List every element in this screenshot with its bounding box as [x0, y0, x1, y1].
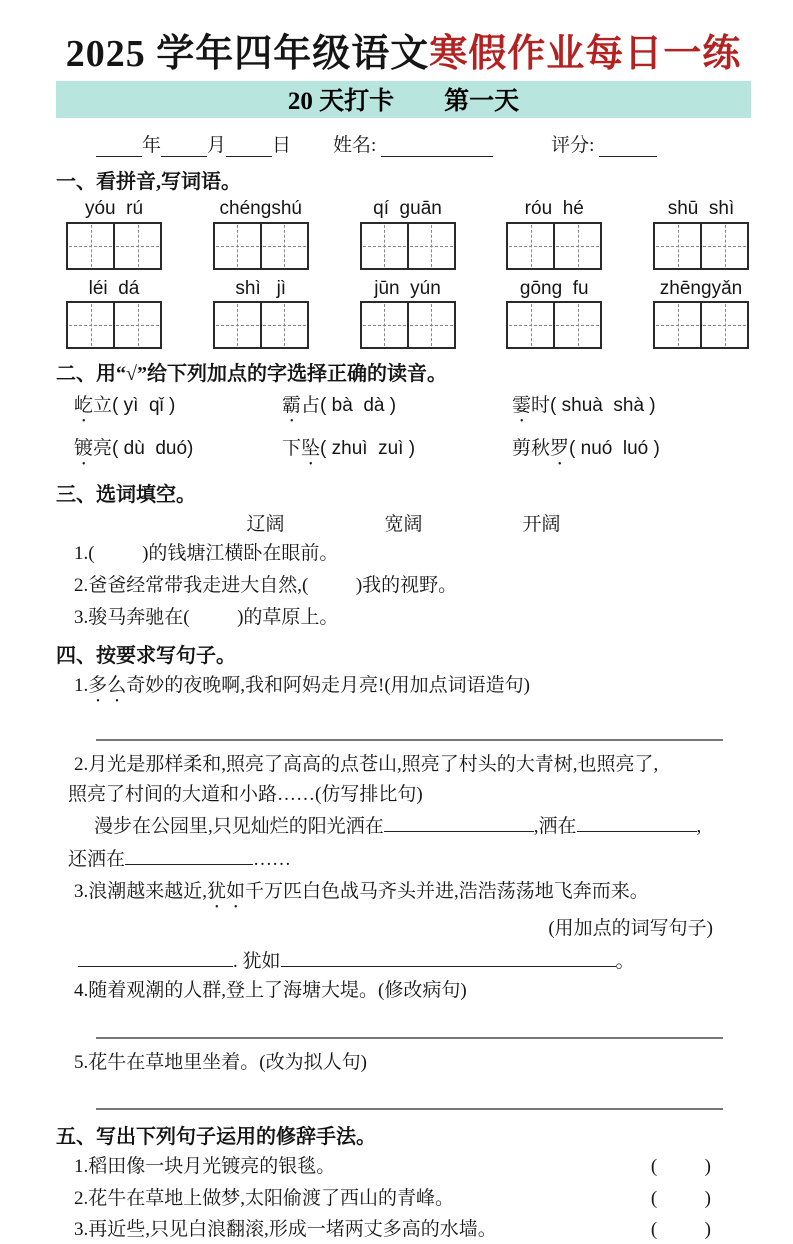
pinyin-label: chéngshú [219, 197, 302, 219]
grid-cell [215, 303, 260, 347]
grid-cell [215, 224, 260, 268]
banner-text: 20 天打卡 第一天 [287, 88, 520, 116]
rhetoric-item [74, 1186, 711, 1213]
section3-heading: 三、选词填空。 [56, 484, 196, 507]
month-blank [161, 136, 207, 157]
word-bank-item: 开阔 [522, 514, 561, 536]
rhetoric-item [74, 1154, 711, 1181]
answer-row [78, 946, 751, 973]
pinyin-group [653, 278, 749, 350]
writing-grid [66, 222, 162, 270]
score-label: 评分: [551, 134, 595, 156]
section1-heading: 一、看拼音,写词语。 [56, 170, 241, 193]
answer-parens: ( ) [650, 1219, 711, 1241]
fill-line-2 [68, 844, 751, 874]
dotted-char: 屹 [74, 395, 94, 417]
page-title [56, 34, 751, 76]
pinyin-group [66, 198, 162, 270]
sentence-item-5 [74, 1049, 751, 1077]
grid-cell [553, 303, 600, 347]
grid-cell [700, 224, 747, 268]
answer-blank [281, 946, 616, 967]
grid-cell [113, 303, 160, 347]
pinyin-options: ( dù duó) [112, 438, 194, 460]
grid-cell [407, 224, 454, 268]
answer-line [96, 1084, 723, 1110]
fill-item: 3.骏马奔驰在( )的草原上。 [74, 606, 339, 628]
grid-cell [362, 303, 407, 347]
pinyin-label: róu hé [524, 197, 584, 219]
pinyin-label: gōng fu [519, 277, 589, 299]
pinyin-options: ( nuó luó ) [569, 438, 660, 460]
pinyin-group [360, 198, 456, 270]
writing-grid [213, 301, 309, 349]
rhetoric-item [74, 1217, 711, 1244]
sentence-item-3 [74, 878, 751, 913]
grid-cell [407, 303, 454, 347]
grid-cell [553, 224, 600, 268]
pinyin-group [506, 198, 602, 270]
grid-cell [260, 303, 307, 347]
pinyin-label: shū shì [667, 197, 735, 219]
fill-item: 2.爸爸经常带我走进大自然,( )我的视野。 [74, 575, 458, 597]
answer-blank [78, 946, 233, 967]
item-text: 花牛在草地里坐着。(改为拟人句) [88, 1051, 367, 1073]
item-number: 4. [74, 980, 89, 1002]
title-red: 寒假作业每日一练 [429, 33, 742, 75]
answer-line [96, 1013, 723, 1039]
day-banner [56, 81, 751, 118]
item-text: 随着观潮的人群,登上了海塘大堤。(修改病句) [88, 980, 467, 1002]
pinyin-row-1 [66, 198, 749, 270]
grid-cell [68, 303, 113, 347]
pinyin-group [653, 198, 749, 270]
pronunciation-item [282, 433, 512, 470]
month-label: 月 [207, 134, 227, 156]
word-bank-item: 宽阔 [384, 514, 423, 536]
item-number: 5. [74, 1051, 89, 1073]
pronunciation-item [74, 390, 282, 427]
grid-cell [700, 303, 747, 347]
pronunciation-item [74, 433, 282, 470]
section5-heading: 五、写出下列句子运用的修辞手法。 [56, 1126, 376, 1149]
dotted-word: 犹如 [207, 881, 246, 903]
grid-cell [362, 224, 407, 268]
fill-text: 还洒在 [68, 848, 126, 870]
dotted-char: 霸 [282, 395, 302, 417]
writing-grid [506, 222, 602, 270]
fill-text: , [696, 816, 702, 838]
answer-line [96, 715, 723, 741]
fill-blank [577, 811, 697, 832]
grid-cell [260, 224, 307, 268]
grid-cell [68, 224, 113, 268]
item-text: 1.稻田像一块月光镀亮的银毯。 [74, 1156, 336, 1178]
day-label: 日 [272, 134, 292, 156]
writing-grid [66, 301, 162, 349]
sentence-item-4 [74, 977, 751, 1005]
title-black: 2025 学年四年级语文 [65, 33, 430, 75]
grid-cell [113, 224, 160, 268]
fill-blank [384, 811, 534, 832]
item-text: 奇妙的夜晚啊,我和阿妈走月亮!(用加点词语造句) [126, 675, 530, 697]
dotted-char: 镀 [74, 438, 94, 460]
grid-cell [655, 224, 700, 268]
pronunciation-item [282, 390, 512, 427]
fill-text: …… [253, 848, 292, 870]
pinyin-row-2 [66, 278, 749, 350]
dotted-char: 罗 [550, 438, 570, 460]
name-label: 姓名: [333, 134, 377, 156]
pinyin-group [213, 278, 309, 350]
pinyin-label: zhēngyǎn [659, 277, 743, 299]
year-label: 年 [142, 134, 162, 156]
word-bank-item: 辽阔 [246, 514, 285, 536]
item-post: 立 [93, 395, 113, 417]
pronunciation-grid [74, 390, 751, 470]
item-text: 浪潮越来越近, [88, 881, 208, 903]
pronunciation-item [512, 390, 751, 427]
item-text: 千万匹白色战马齐头并进,浩浩荡荡地飞奔而来。 [245, 881, 649, 903]
item-pre: 下 [282, 438, 302, 460]
grid-cell [508, 303, 553, 347]
item-post: 亮 [93, 438, 113, 460]
item-post: 时 [531, 395, 551, 417]
pinyin-options: ( bà dà ) [320, 395, 397, 417]
pinyin-options: ( zhuì zuì ) [320, 438, 416, 460]
fill-line-1 [94, 811, 751, 841]
answer-parens: ( ) [650, 1187, 711, 1209]
pinyin-group [506, 278, 602, 350]
fill-item: 1.( )的钱塘江横卧在眼前。 [74, 543, 339, 565]
dotted-char: 坠 [301, 438, 321, 460]
score-blank [599, 136, 657, 157]
item-text: 月光是那样柔和,照亮了高高的点苍山,照亮了村头的大青树,也照亮了, [88, 754, 659, 776]
section2-heading: 二、用“√”给下列加点的字选择正确的读音。 [56, 363, 447, 386]
answer-period: 。 [615, 951, 635, 973]
item-number: 2. [74, 754, 89, 776]
dotted-word: 多么 [88, 675, 127, 697]
pinyin-label: qí guān [373, 197, 442, 219]
answer-connector: . 犹如 [233, 951, 281, 973]
sentence-item-2 [74, 751, 751, 779]
pinyin-group [360, 278, 456, 350]
date-line [96, 130, 751, 157]
dotted-char: 霎 [512, 395, 532, 417]
item-number: 1. [74, 675, 89, 697]
writing-grid [213, 222, 309, 270]
writing-grid [360, 301, 456, 349]
writing-grid [653, 301, 749, 349]
fill-text: 漫步在公园里,只见灿烂的阳光洒在 [94, 816, 384, 838]
pinyin-options: ( shuà shà ) [550, 395, 656, 417]
pinyin-label: shì jì [235, 277, 287, 299]
pinyin-group [213, 198, 309, 270]
writing-grid [506, 301, 602, 349]
sentence-item-2-line2: 照亮了村间的大道和小路……(仿写排比句) [68, 783, 423, 805]
pinyin-label: yóu rú [84, 197, 144, 219]
item-number: 3. [74, 881, 89, 903]
year-blank [96, 136, 142, 157]
item-pre: 剪秋 [512, 438, 551, 460]
sentence-item-1 [74, 672, 751, 707]
answer-parens: ( ) [650, 1156, 711, 1178]
word-bank [56, 509, 751, 536]
day-blank [226, 136, 272, 157]
pinyin-label: jūn yún [374, 277, 441, 299]
item-text: 3.再近些,只见白浪翻滚,形成一堵两丈多高的水墙。 [74, 1219, 497, 1241]
pinyin-options: ( yì qǐ ) [112, 395, 176, 417]
fill-text: ,洒在 [533, 816, 577, 838]
grid-cell [655, 303, 700, 347]
pronunciation-item [512, 433, 751, 470]
pinyin-group [66, 278, 162, 350]
item-post: 占 [301, 395, 321, 417]
name-blank [381, 136, 493, 157]
grid-cell [508, 224, 553, 268]
item-text: 2.花牛在草地上做梦,太阳偷渡了西山的青峰。 [74, 1187, 455, 1209]
pinyin-label: léi dá [88, 277, 140, 299]
writing-grid [653, 222, 749, 270]
instruction-note: (用加点的词写句子) [548, 918, 713, 940]
writing-grid [360, 222, 456, 270]
section4-heading: 四、按要求写句子。 [56, 645, 236, 668]
fill-blank [125, 844, 253, 865]
